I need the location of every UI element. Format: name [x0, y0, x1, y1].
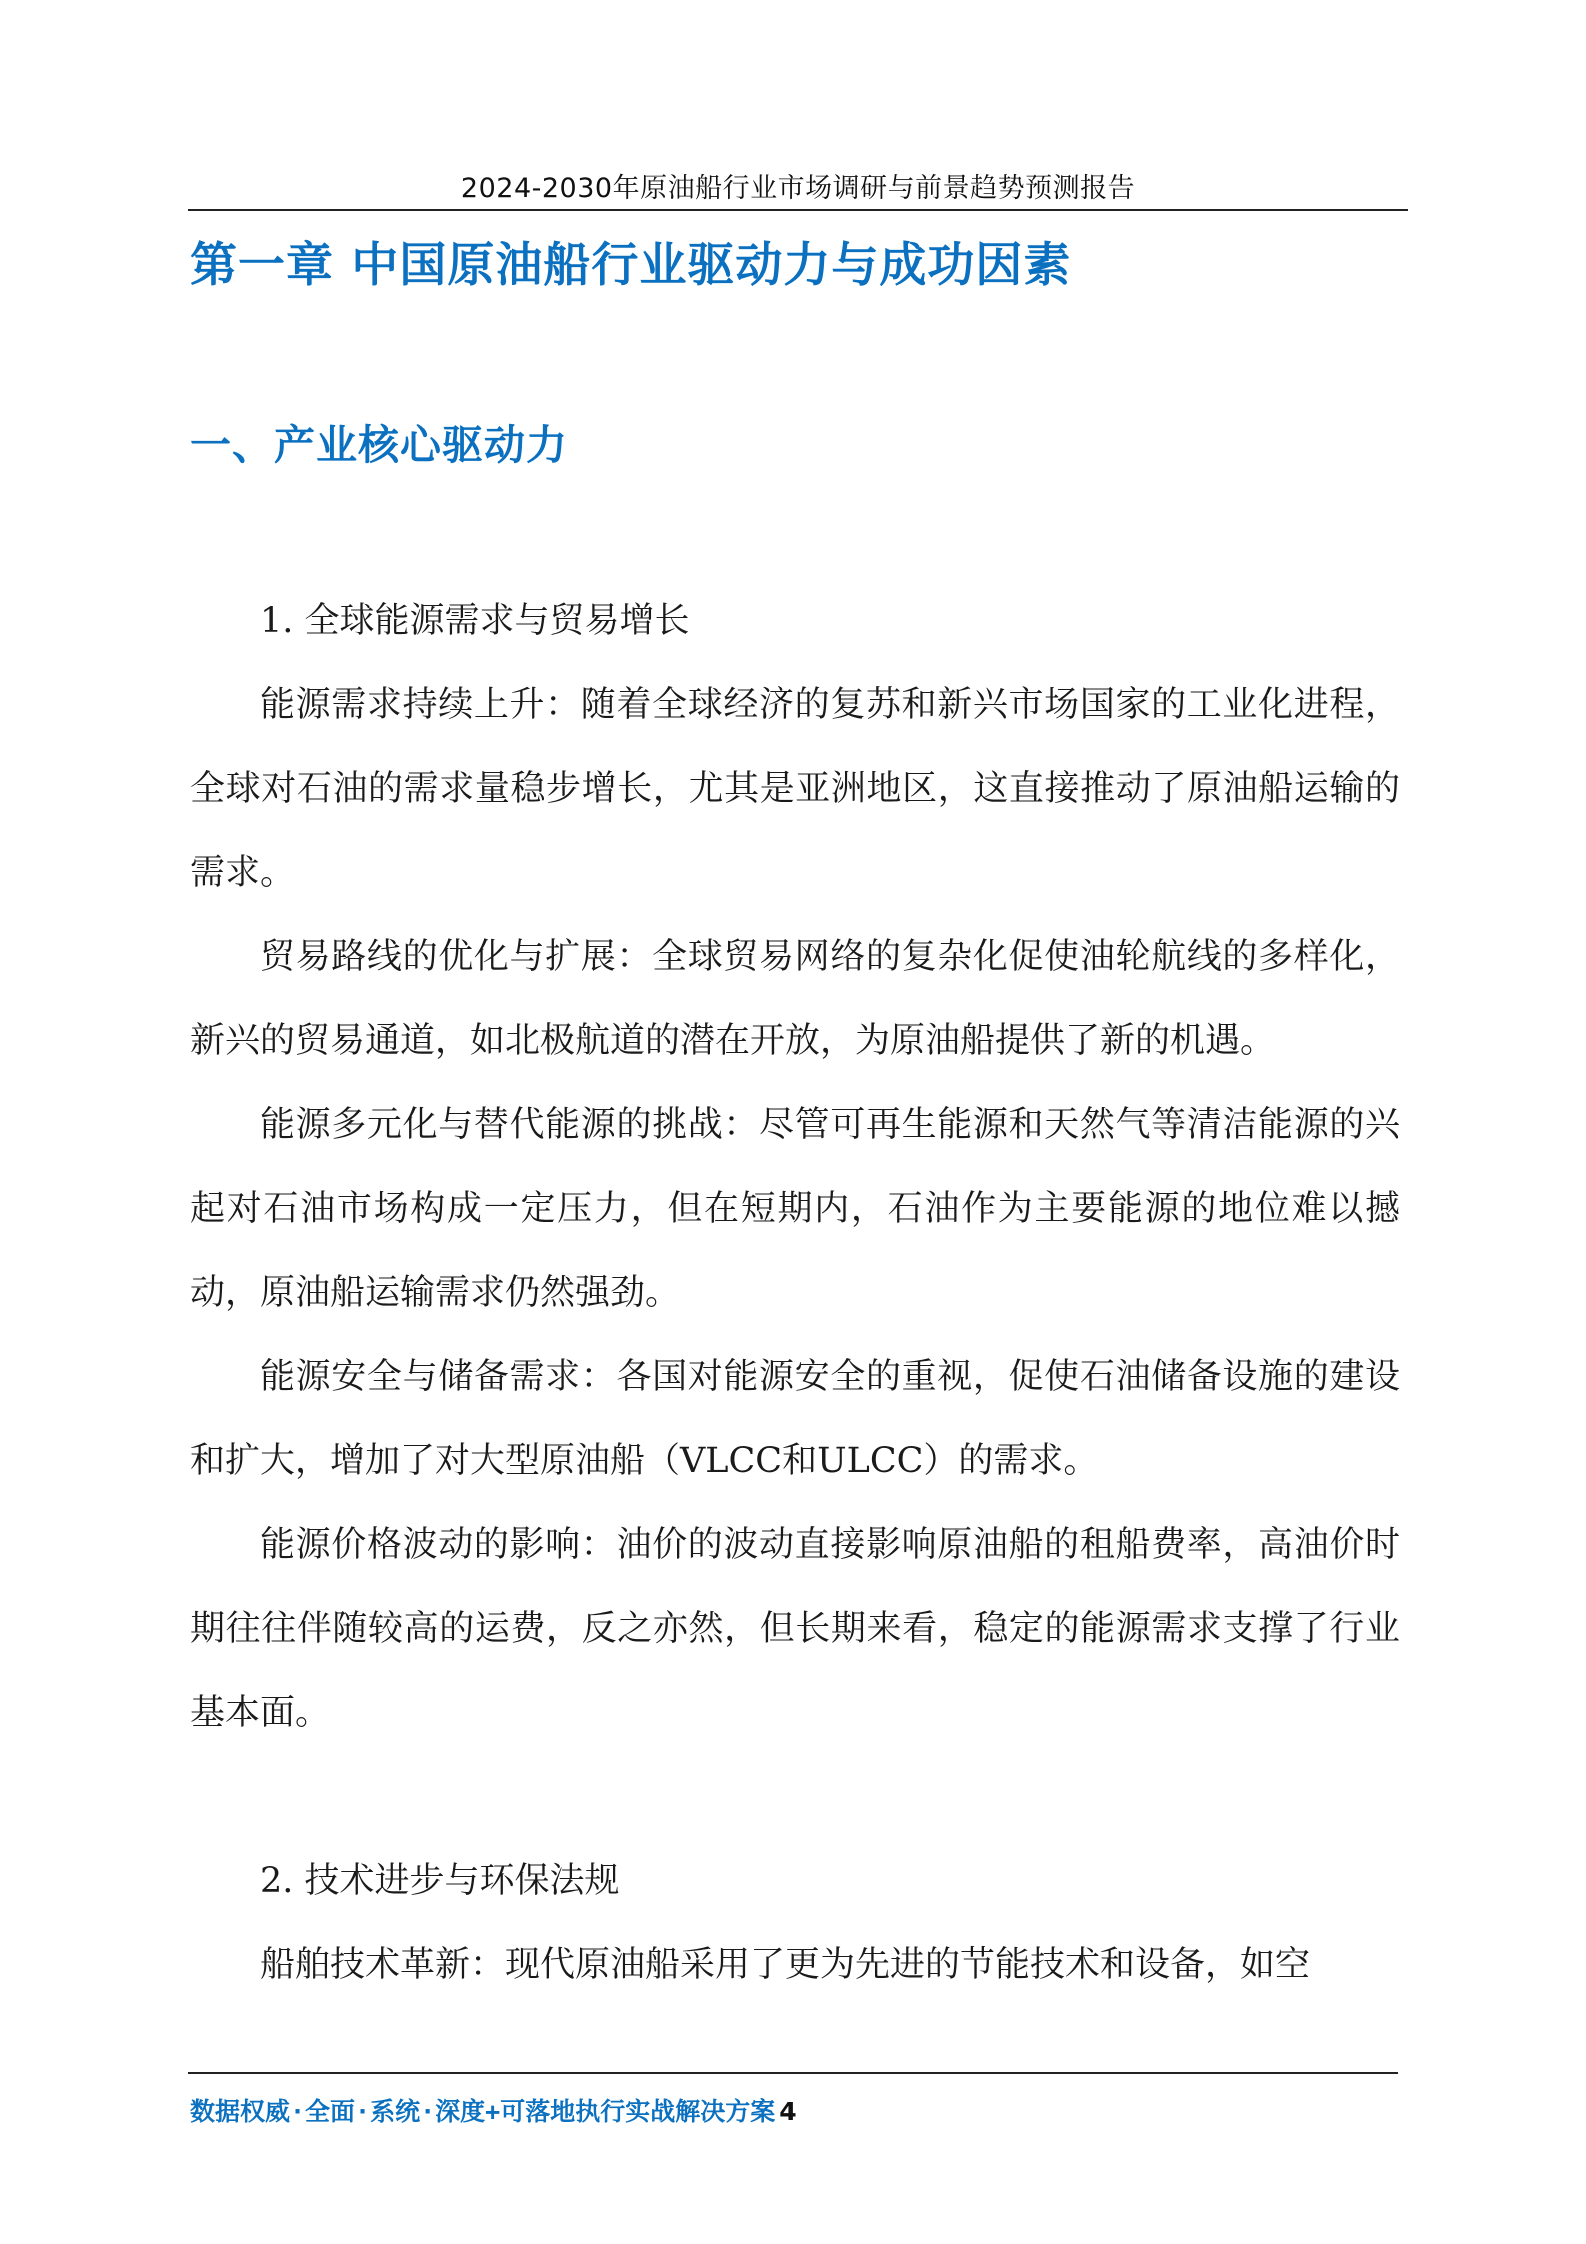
subsection-heading: 2. 技术进步与环保法规	[260, 1861, 620, 1901]
body-paragraph: 能源价格波动的影响：油价的波动直接影响原油船的租船费率，高油价时期往往伴随较高的运费，反之亦然，但长期来看，稳定的能源需求支撑了行业基本面。	[190, 1525, 1400, 1733]
chapter-title: 第一章 中国原油船行业驱动力与成功因素	[190, 238, 1072, 293]
footer-divider	[188, 2072, 1398, 2074]
subsection-heading: 1. 全球能源需求与贸易增长	[260, 601, 690, 641]
footer	[190, 2092, 797, 2128]
body-paragraph: 能源多元化与替代能源的挑战：尽管可再生能源和天然气等清洁能源的兴起对石油市场构成一定压力，但在短期内，石油作为主要能源的地位难以撼动，原油船运输需求仍然强劲。	[190, 1105, 1400, 1313]
body-paragraph: 能源安全与储备需求：各国对能源安全的重视，促使石油储备设施的建设和扩大，增加了对大型原油船（VLCC和ULCC）的需求。	[190, 1357, 1400, 1481]
header-divider	[188, 209, 1408, 211]
report-header-title: 2024-2030年原油船行业市场调研与前景趋势预测报告	[460, 173, 1136, 204]
body-paragraph: 能源需求持续上升：随着全球经济的复苏和新兴市场国家的工业化进程，全球对石油的需求量稳步增长，尤其是亚洲地区，这直接推动了原油船运输的需求。	[190, 685, 1400, 893]
page-number: 4	[779, 2097, 797, 2126]
body-content	[190, 579, 1400, 2007]
section-spacer	[190, 1755, 1400, 1839]
footer-tagline: 数据权威·全面·系统·深度+可落地执行实战解决方案	[190, 2097, 776, 2126]
body-paragraph: 船舶技术革新：现代原油船采用了更为先进的节能技术和设备，如空	[260, 1945, 1311, 1985]
body-paragraph: 贸易路线的优化与扩展：全球贸易网络的复杂化促使油轮航线的多样化，新兴的贸易通道，如北极航道的潜在开放，为原油船提供了新的机遇。	[190, 937, 1400, 1061]
section-title: 一、产业核心驱动力	[190, 421, 568, 469]
